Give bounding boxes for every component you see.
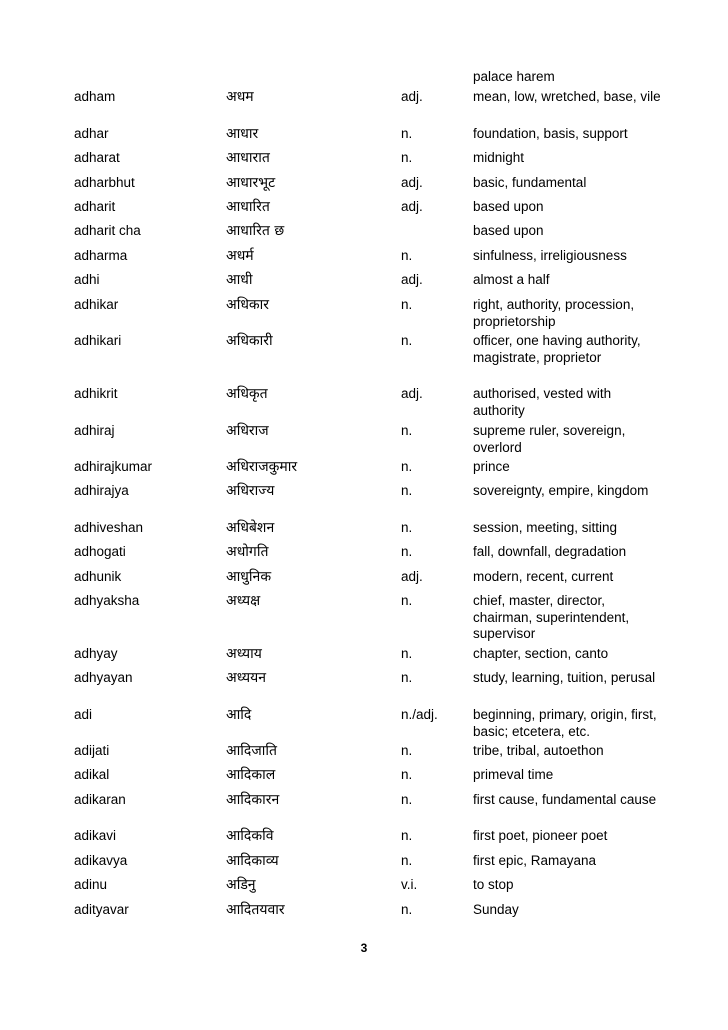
- entry-meaning: almost a half: [473, 272, 550, 287]
- entry-devanagari-word: आदितयवार: [226, 902, 285, 918]
- entry-part-of-speech: n.: [401, 126, 413, 141]
- entry-part-of-speech: adj.: [401, 199, 423, 214]
- entry-part-of-speech: n.: [401, 767, 413, 782]
- entry-devanagari-word: अधिकारी: [226, 333, 273, 349]
- entry-meaning: mean, low, wretched, base, vile: [473, 89, 661, 104]
- entry-meaning: chapter, section, canto: [473, 646, 609, 661]
- entry-meaning: fall, downfall, degradation: [473, 544, 627, 559]
- entry-roman-word: adijati: [74, 743, 110, 758]
- entry-roman-word: adhunik: [74, 569, 122, 584]
- entry-roman-word: adham: [74, 89, 116, 104]
- entry-roman-word: adhiveshan: [74, 520, 144, 535]
- entry-part-of-speech: n.: [401, 520, 413, 535]
- entry-meaning: chief, master, director, chairman, superintendent, supervisor: [473, 593, 630, 641]
- page-number: 3: [360, 941, 368, 955]
- entry-part-of-speech: n.: [401, 828, 413, 843]
- entry-meaning: supreme ruler, sovereign, overlord: [473, 423, 626, 455]
- entry-part-of-speech: n.: [401, 544, 413, 559]
- entry-roman-word: adharit cha: [74, 223, 141, 238]
- entry-devanagari-word: आदिकाव्य: [226, 853, 279, 869]
- entry-part-of-speech: adj.: [401, 386, 423, 401]
- entry-meaning: right, authority, procession, proprietorship: [473, 297, 635, 329]
- entry-meaning: prince: [473, 459, 510, 474]
- entry-meaning: foundation, basis, support: [473, 126, 628, 141]
- entry-meaning: first epic, Ramayana: [473, 853, 597, 868]
- entry-devanagari-word: अधिराज: [226, 423, 269, 439]
- entry-devanagari-word: अधिबेशन: [226, 520, 275, 536]
- entry-roman-word: adhyayan: [74, 670, 133, 685]
- entry-roman-word: adhi: [74, 272, 100, 287]
- entry-part-of-speech: n.: [401, 248, 413, 263]
- entry-part-of-speech: n./adj.: [401, 707, 438, 722]
- entry-meaning: first cause, fundamental cause: [473, 792, 657, 807]
- entry-roman-word: adhikrit: [74, 386, 118, 401]
- entry-roman-word: adhyaksha: [74, 593, 140, 608]
- entry-meaning: study, learning, tuition, perusal: [473, 670, 656, 685]
- entry-roman-word: adharat: [74, 150, 120, 165]
- entry-devanagari-word: अडिनु: [226, 877, 256, 893]
- entry-roman-word: adi: [74, 707, 93, 722]
- entry-devanagari-word: आदिकारन: [226, 792, 280, 808]
- entry-meaning: authorised, vested with authority: [473, 386, 612, 418]
- entry-part-of-speech: adj.: [401, 272, 423, 287]
- entry-meaning: sovereignty, empire, kingdom: [473, 483, 649, 498]
- entry-devanagari-word: आदिकाल: [226, 767, 276, 783]
- entry-roman-word: adhirajkumar: [74, 459, 153, 474]
- entry-devanagari-word: अधिकार: [226, 297, 270, 313]
- continued-meaning: palace harem: [473, 69, 555, 84]
- entry-part-of-speech: n.: [401, 902, 413, 917]
- entry-roman-word: adharit: [74, 199, 116, 214]
- entry-roman-word: adhogati: [74, 544, 126, 559]
- entry-devanagari-word: आधारित छ: [226, 223, 285, 239]
- entry-meaning: sinfulness, irreligiousness: [473, 248, 627, 263]
- entry-meaning: primeval time: [473, 767, 554, 782]
- entry-devanagari-word: आधुनिक: [226, 569, 272, 585]
- entry-roman-word: adhikari: [74, 333, 122, 348]
- entry-roman-word: adharma: [74, 248, 128, 263]
- entry-devanagari-word: आदिजाति: [226, 743, 277, 759]
- entry-meaning: officer, one having authority, magistrate, proprietor: [473, 333, 641, 365]
- entry-part-of-speech: n.: [401, 297, 413, 312]
- entry-meaning: session, meeting, sitting: [473, 520, 618, 535]
- entry-roman-word: adhirajya: [74, 483, 129, 498]
- entry-devanagari-word: अधिराज्य: [226, 483, 275, 499]
- entry-devanagari-word: आधारित: [226, 199, 270, 215]
- entry-meaning: Sunday: [473, 902, 519, 917]
- entry-roman-word: adikaran: [74, 792, 126, 807]
- entry-part-of-speech: n.: [401, 853, 413, 868]
- entry-roman-word: adharbhut: [74, 175, 135, 190]
- entry-part-of-speech: adj.: [401, 175, 423, 190]
- entry-meaning: to stop: [473, 877, 514, 892]
- entry-part-of-speech: adj.: [401, 89, 423, 104]
- entry-devanagari-word: आधारात: [226, 150, 270, 166]
- entry-devanagari-word: आधारभूट: [226, 175, 276, 191]
- entry-part-of-speech: n.: [401, 670, 413, 685]
- entry-roman-word: adikal: [74, 767, 110, 782]
- entry-devanagari-word: अध्ययन: [226, 670, 266, 686]
- entry-part-of-speech: n.: [401, 459, 413, 474]
- entry-roman-word: adhikar: [74, 297, 119, 312]
- entry-part-of-speech: n.: [401, 483, 413, 498]
- entry-devanagari-word: अध्याय: [226, 646, 262, 662]
- entry-meaning: tribe, tribal, autoethon: [473, 743, 604, 758]
- entry-part-of-speech: n.: [401, 423, 413, 438]
- entry-meaning: based upon: [473, 199, 544, 214]
- entry-devanagari-word: अधम: [226, 89, 254, 105]
- entry-devanagari-word: अध्यक्ष: [226, 593, 261, 609]
- entry-part-of-speech: n.: [401, 792, 413, 807]
- entry-meaning: basic, fundamental: [473, 175, 587, 190]
- entry-part-of-speech: n.: [401, 743, 413, 758]
- entry-part-of-speech: n.: [401, 150, 413, 165]
- entry-devanagari-word: आधी: [226, 272, 253, 288]
- entry-meaning: based upon: [473, 223, 544, 238]
- entry-roman-word: adinu: [74, 877, 108, 892]
- entry-meaning: modern, recent, current: [473, 569, 614, 584]
- entry-devanagari-word: आधार: [226, 126, 259, 142]
- entry-meaning: first poet, pioneer poet: [473, 828, 608, 843]
- entry-devanagari-word: आदि: [226, 707, 252, 723]
- entry-devanagari-word: अधिकृत: [226, 386, 268, 402]
- entry-part-of-speech: n.: [401, 333, 413, 348]
- entry-meaning: beginning, primary, origin, first, basic; etcetera, etc.: [473, 707, 657, 739]
- entry-devanagari-word: अधोगति: [226, 544, 269, 560]
- entry-meaning: midnight: [473, 150, 525, 165]
- entry-part-of-speech: n.: [401, 593, 413, 608]
- entry-roman-word: adhiraj: [74, 423, 115, 438]
- entry-roman-word: adityavar: [74, 902, 129, 917]
- entry-roman-word: adhar: [74, 126, 109, 141]
- entry-roman-word: adikavi: [74, 828, 117, 843]
- entry-roman-word: adhyay: [74, 646, 118, 661]
- entry-roman-word: adikavya: [74, 853, 128, 868]
- entry-part-of-speech: v.i.: [401, 877, 418, 892]
- entry-devanagari-word: अधिराजकुमार: [226, 459, 298, 475]
- entry-devanagari-word: अधर्म: [226, 248, 254, 264]
- entry-devanagari-word: आदिकवि: [226, 828, 274, 844]
- entry-part-of-speech: adj.: [401, 569, 423, 584]
- entry-part-of-speech: n.: [401, 646, 413, 661]
